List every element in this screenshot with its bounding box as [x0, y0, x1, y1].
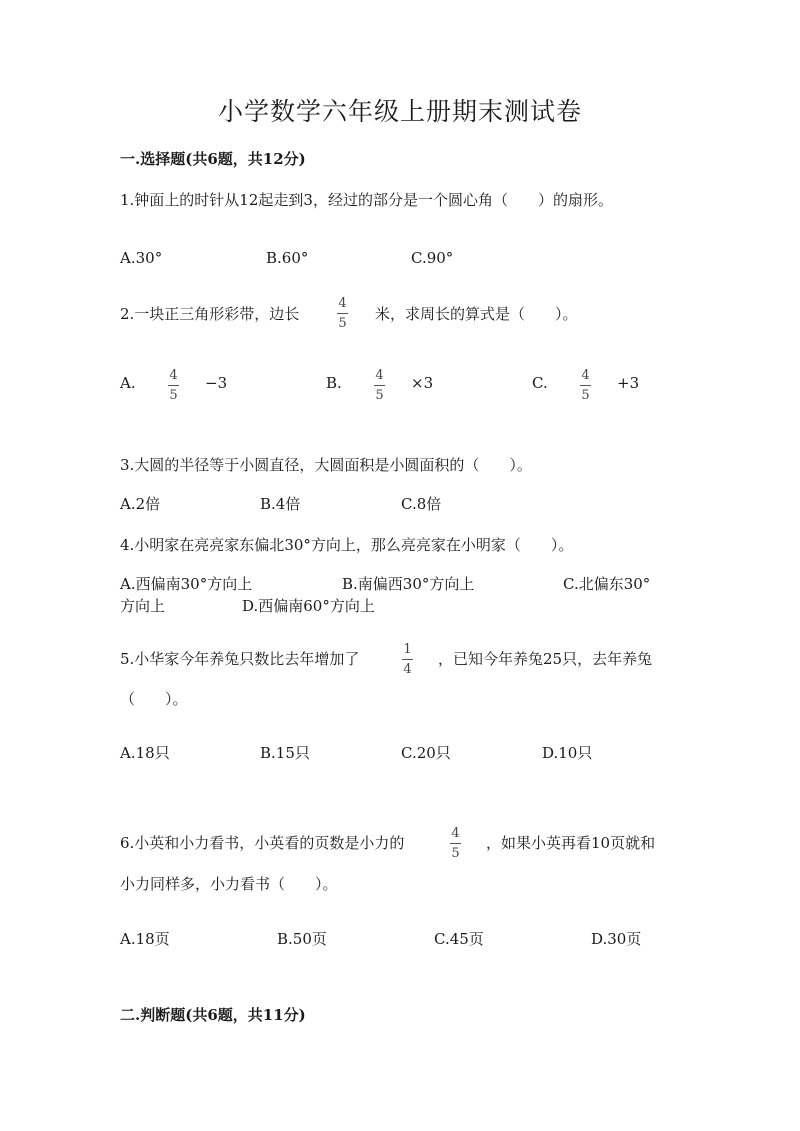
question-6-option-c: C.45页: [434, 930, 484, 948]
question-3-option-b: B.4倍: [260, 495, 301, 513]
fraction-denominator: 4: [403, 662, 412, 677]
question-2-option-b-fraction: [374, 368, 385, 403]
fraction-denominator: 5: [169, 388, 178, 403]
question-6-stem-end: ，如果小英再看10页就和: [486, 834, 656, 852]
question-2-fraction: [337, 296, 348, 331]
fraction-numerator: 4: [581, 368, 590, 383]
question-2-option-c-suffix: +3: [617, 374, 640, 392]
question-2-option-a-label: A.: [120, 374, 136, 392]
question-4-option-c: C.北偏东30°: [563, 575, 651, 593]
question-1-stem: 1.钟面上的时针从12起走到3，经过的部分是一个圆心角（ ）的扇形。: [120, 191, 613, 209]
question-3-stem: 3.大圆的半径等于小圆直径，大圆面积是小圆面积的（ ）。: [120, 456, 532, 474]
question-2-option-b-label: B.: [326, 374, 342, 392]
fraction-bar: [168, 385, 179, 386]
fraction-numerator: 1: [403, 642, 412, 657]
question-4-option-a: A.西偏南30°方向上: [120, 575, 253, 593]
question-2-stem-start: 2.一块正三角形彩带，边长: [120, 305, 300, 323]
question-4-option-b: B.南偏西30°方向上: [342, 575, 475, 593]
question-6-stem-start: 6.小英和小力看书，小英看的页数是小力的: [120, 834, 405, 852]
question-3-option-c: C.8倍: [401, 495, 442, 513]
question-2-stem-end: 米，求周长的算式是（ ）。: [375, 305, 578, 323]
question-6-stem-line2: 小力同样多，小力看书（ ）。: [120, 875, 338, 893]
question-2-option-c-label: C.: [532, 374, 548, 392]
question-6-fraction: [450, 826, 461, 861]
fraction-numerator: 4: [338, 296, 347, 311]
question-4-option-c-continued: 方向上: [120, 597, 166, 615]
question-1-option-b: B.60°: [266, 249, 309, 267]
question-2-option-a-fraction: [168, 368, 179, 403]
question-5-fraction: [402, 642, 413, 677]
question-5-option-a: A.18只: [120, 744, 170, 762]
question-5-option-d: D.10只: [542, 744, 593, 762]
question-5-stem-start: 5.小华家今年养兔只数比去年增加了: [120, 650, 360, 668]
question-4-option-d: D.西偏南60°方向上: [242, 597, 375, 615]
question-2-option-b-suffix: ×3: [411, 374, 434, 392]
section-heading-choice: 一.选择题(共6题，共12分): [120, 150, 306, 168]
question-5-option-c: C.20只: [401, 744, 451, 762]
fraction-bar: [580, 385, 591, 386]
fraction-denominator: 5: [581, 388, 590, 403]
fraction-numerator: 4: [169, 368, 178, 383]
question-5-stem-end: ，已知今年养兔25只，去年养兔: [438, 650, 653, 668]
question-6-option-a: A.18页: [120, 930, 170, 948]
fraction-bar: [337, 313, 348, 314]
fraction-denominator: 5: [375, 388, 384, 403]
question-1-option-c: C.90°: [411, 249, 454, 267]
question-3-option-a: A.2倍: [120, 495, 161, 513]
fraction-bar: [402, 659, 413, 660]
question-2-option-c-fraction: [580, 368, 591, 403]
question-6-option-d: D.30页: [591, 930, 642, 948]
fraction-bar: [450, 843, 461, 844]
page-title: 小学数学六年级上册期末测试卷: [217, 97, 582, 126]
fraction-denominator: 5: [338, 316, 347, 331]
fraction-denominator: 5: [451, 846, 460, 861]
fraction-bar: [374, 385, 385, 386]
section-heading-judgement: 二.判断题(共6题，共11分): [120, 1006, 306, 1024]
question-2-option-a-suffix: −3: [205, 374, 228, 392]
question-6-option-b: B.50页: [277, 930, 327, 948]
fraction-numerator: 4: [375, 368, 384, 383]
question-1-option-a: A.30°: [120, 249, 163, 267]
question-5-stem-line2: （ ）。: [120, 690, 188, 708]
question-4-stem: 4.小明家在亮亮家东偏北30°方向上，那么亮亮家在小明家（ ）。: [120, 536, 574, 554]
fraction-numerator: 4: [451, 826, 460, 841]
question-5-option-b: B.15只: [260, 744, 310, 762]
